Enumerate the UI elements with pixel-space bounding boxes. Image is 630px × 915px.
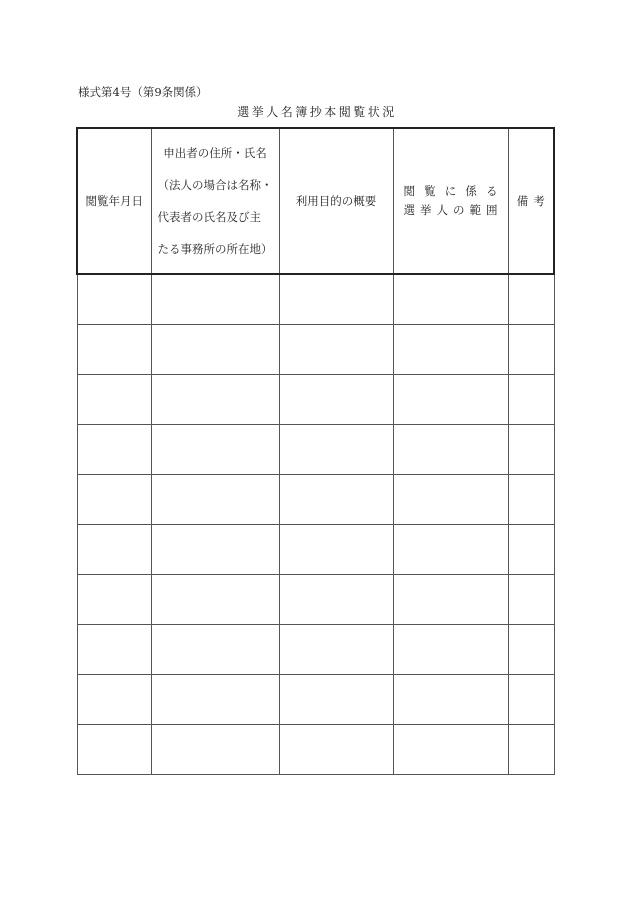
cell-scope[interactable] <box>393 375 508 425</box>
cell-purpose[interactable] <box>279 475 393 525</box>
cell-remarks[interactable] <box>508 325 554 375</box>
cell-remarks[interactable] <box>508 575 554 625</box>
cell-applicant[interactable] <box>151 575 279 625</box>
header-inspection-date <box>77 128 151 274</box>
cell-date[interactable] <box>77 525 151 575</box>
cell-applicant[interactable] <box>151 425 279 475</box>
cell-purpose[interactable] <box>279 425 393 475</box>
cell-applicant[interactable] <box>151 375 279 425</box>
table-row <box>77 325 554 375</box>
cell-purpose[interactable] <box>279 274 393 325</box>
header-purpose <box>279 128 393 274</box>
cell-remarks[interactable] <box>508 675 554 725</box>
cell-purpose[interactable] <box>279 675 393 725</box>
table-row <box>77 675 554 725</box>
header-applicant-label <box>158 129 273 273</box>
document-title: 選挙人名簿抄本閲覧状況 <box>237 105 397 119</box>
cell-remarks[interactable] <box>508 625 554 675</box>
cell-date[interactable] <box>77 375 151 425</box>
cell-purpose[interactable] <box>279 625 393 675</box>
cell-scope[interactable] <box>393 475 508 525</box>
cell-remarks[interactable] <box>508 475 554 525</box>
cell-purpose[interactable] <box>279 575 393 625</box>
table-row <box>77 475 554 525</box>
cell-date[interactable] <box>77 475 151 525</box>
cell-scope[interactable] <box>393 525 508 575</box>
cell-scope[interactable] <box>393 725 508 775</box>
cell-purpose[interactable] <box>279 325 393 375</box>
header-purpose-label: 利用目的の概要 <box>295 194 377 208</box>
table-row <box>77 575 554 625</box>
cell-remarks[interactable] <box>508 525 554 575</box>
cell-applicant[interactable] <box>151 525 279 575</box>
header-scope-line: 選挙人の範囲 <box>403 203 498 217</box>
cell-purpose[interactable] <box>279 375 393 425</box>
cell-purpose[interactable] <box>279 725 393 775</box>
cell-scope[interactable] <box>393 425 508 475</box>
header-inspection-date-label: 閲覧年月日 <box>85 194 143 208</box>
cell-applicant[interactable] <box>151 475 279 525</box>
header-remarks-label: 備考 <box>516 194 545 208</box>
cell-date[interactable] <box>77 725 151 775</box>
cell-scope[interactable] <box>393 274 508 325</box>
header-applicant-line: 申出者の住所・氏名 <box>163 146 267 160</box>
header-scope <box>393 128 508 274</box>
cell-scope[interactable] <box>393 575 508 625</box>
header-applicant-line: 代表者の氏名及び主 <box>157 210 261 224</box>
header-applicant <box>151 128 279 274</box>
table-row <box>77 425 554 475</box>
cell-scope[interactable] <box>393 675 508 725</box>
table-row <box>77 725 554 775</box>
cell-remarks[interactable] <box>508 425 554 475</box>
header-applicant-line: たる事務所の所在地） <box>157 242 273 256</box>
cell-scope[interactable] <box>393 325 508 375</box>
table-header-row <box>77 128 554 274</box>
cell-applicant[interactable] <box>151 625 279 675</box>
table-row <box>77 525 554 575</box>
header-remarks <box>508 128 554 274</box>
cell-date[interactable] <box>77 625 151 675</box>
cell-applicant[interactable] <box>151 725 279 775</box>
table-row <box>77 625 554 675</box>
inspection-record-table <box>76 127 555 775</box>
cell-date[interactable] <box>77 575 151 625</box>
cell-purpose[interactable] <box>279 525 393 575</box>
table-row <box>77 274 554 325</box>
header-scope-label <box>404 182 498 220</box>
cell-scope[interactable] <box>393 625 508 675</box>
header-applicant-line: （法人の場合は名称・ <box>157 178 273 192</box>
cell-date[interactable] <box>77 675 151 725</box>
cell-date[interactable] <box>77 274 151 325</box>
cell-remarks[interactable] <box>508 274 554 325</box>
cell-remarks[interactable] <box>508 375 554 425</box>
cell-date[interactable] <box>77 325 151 375</box>
cell-applicant[interactable] <box>151 675 279 725</box>
header-scope-line: 閲覧に係る <box>403 184 498 198</box>
cell-applicant[interactable] <box>151 274 279 325</box>
form-number-label: 様式第4号（第9条関係） <box>78 85 208 99</box>
cell-applicant[interactable] <box>151 325 279 375</box>
cell-date[interactable] <box>77 425 151 475</box>
table-row <box>77 375 554 425</box>
cell-remarks[interactable] <box>508 725 554 775</box>
